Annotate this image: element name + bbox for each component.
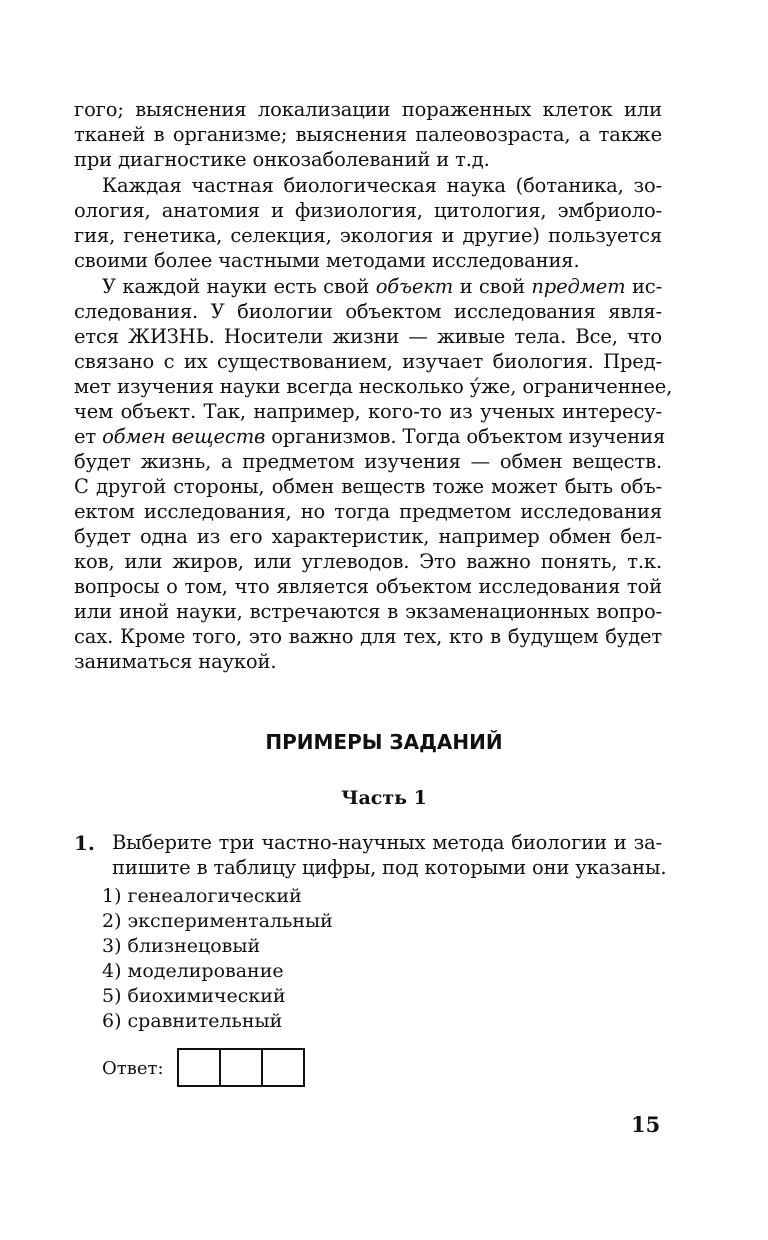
text-run: ет <box>74 425 103 448</box>
text-line: заниматься наукой. <box>74 650 277 673</box>
term-subject: предмет <box>531 275 626 298</box>
text-line: связано с их существованием, изучает биология. Пред- <box>74 350 662 373</box>
part-heading: Часть 1 <box>341 787 427 809</box>
term-metabolism: обмен веществ <box>102 425 266 448</box>
text-line: вопросы о том, что является объектом исследования той <box>74 575 662 598</box>
answer-table <box>177 1048 305 1087</box>
answer-label: Ответ: <box>102 1058 164 1079</box>
text-line <box>102 275 662 299</box>
option-item: 5) биохимический <box>102 985 286 1007</box>
question-number: 1. <box>74 831 95 855</box>
text-run: организмов. Тогда объектом изучения <box>265 425 666 448</box>
text-run: и свой <box>453 275 532 298</box>
page-number: 15 <box>631 1112 661 1137</box>
text-line: при диагностике онкозаболеваний и т.д. <box>74 148 490 171</box>
text-line: своими более частными методами исследования. <box>74 249 580 272</box>
question-text-line: пишите в таблицу цифры, под которыми они указаны. <box>112 856 667 879</box>
text-line: С другой стороны, обмен веществ тоже может быть объ- <box>74 475 662 498</box>
text-line: или иной науки, встречаются в экзаменационных вопро- <box>74 600 662 623</box>
text-line: ология, анатомия и физиология, цитология, эмбриоло- <box>74 199 662 222</box>
option-item: 4) моделирование <box>102 960 284 982</box>
text-line: ется ЖИЗНЬ. Носители жизни — живые тела. Все, что <box>74 325 662 348</box>
text-line <box>74 425 666 449</box>
text-line: ков, или жиров, или углеводов. Это важно понять, т.к. <box>74 550 662 573</box>
text-line: ектом исследования, но тогда предметом исследования <box>74 500 662 523</box>
text-line: тканей в организме; выяснения палеовозраста, а также <box>74 123 662 146</box>
text-line: будет одна из его характеристик, например обмен бел- <box>74 525 662 548</box>
section-heading: ПРИМЕРЫ ЗАДАНИЙ <box>265 730 503 754</box>
text-line: гия, генетика, селекция, экология и другие) пользуется <box>74 224 662 247</box>
option-item: 6) сравнительный <box>102 1010 283 1032</box>
text-line: мет изучения науки всегда несколько у́же, ограниченнее, <box>74 375 673 398</box>
answer-cell[interactable] <box>219 1050 261 1085</box>
term-object: объект <box>375 275 454 298</box>
option-item: 3) близнецовый <box>102 935 261 957</box>
option-item: 1) генеалогический <box>102 885 302 907</box>
text-line: следования. У биологии объектом исследования явля- <box>74 300 662 323</box>
text-run: ис- <box>625 275 663 298</box>
answer-cell[interactable] <box>261 1050 303 1085</box>
text-line: гого; выяснения локализации пораженных клеток или <box>74 98 662 121</box>
text-line: будет жизнь, а предметом изучения — обмен веществ. <box>74 450 662 473</box>
question-text-line: Выберите три частно-научных метода биологии и за- <box>112 831 662 854</box>
answer-cell[interactable] <box>179 1050 219 1085</box>
text-line: чем объект. Так, например, кого-то из ученых интересу- <box>74 400 662 423</box>
text-line: Каждая частная биологическая наука (ботаника, зо- <box>102 174 662 197</box>
option-item: 2) экспериментальный <box>102 910 333 932</box>
text-line: сах. Кроме того, это важно для тех, кто в будущем будет <box>74 625 662 648</box>
text-run: У каждой науки есть свой <box>102 275 376 298</box>
